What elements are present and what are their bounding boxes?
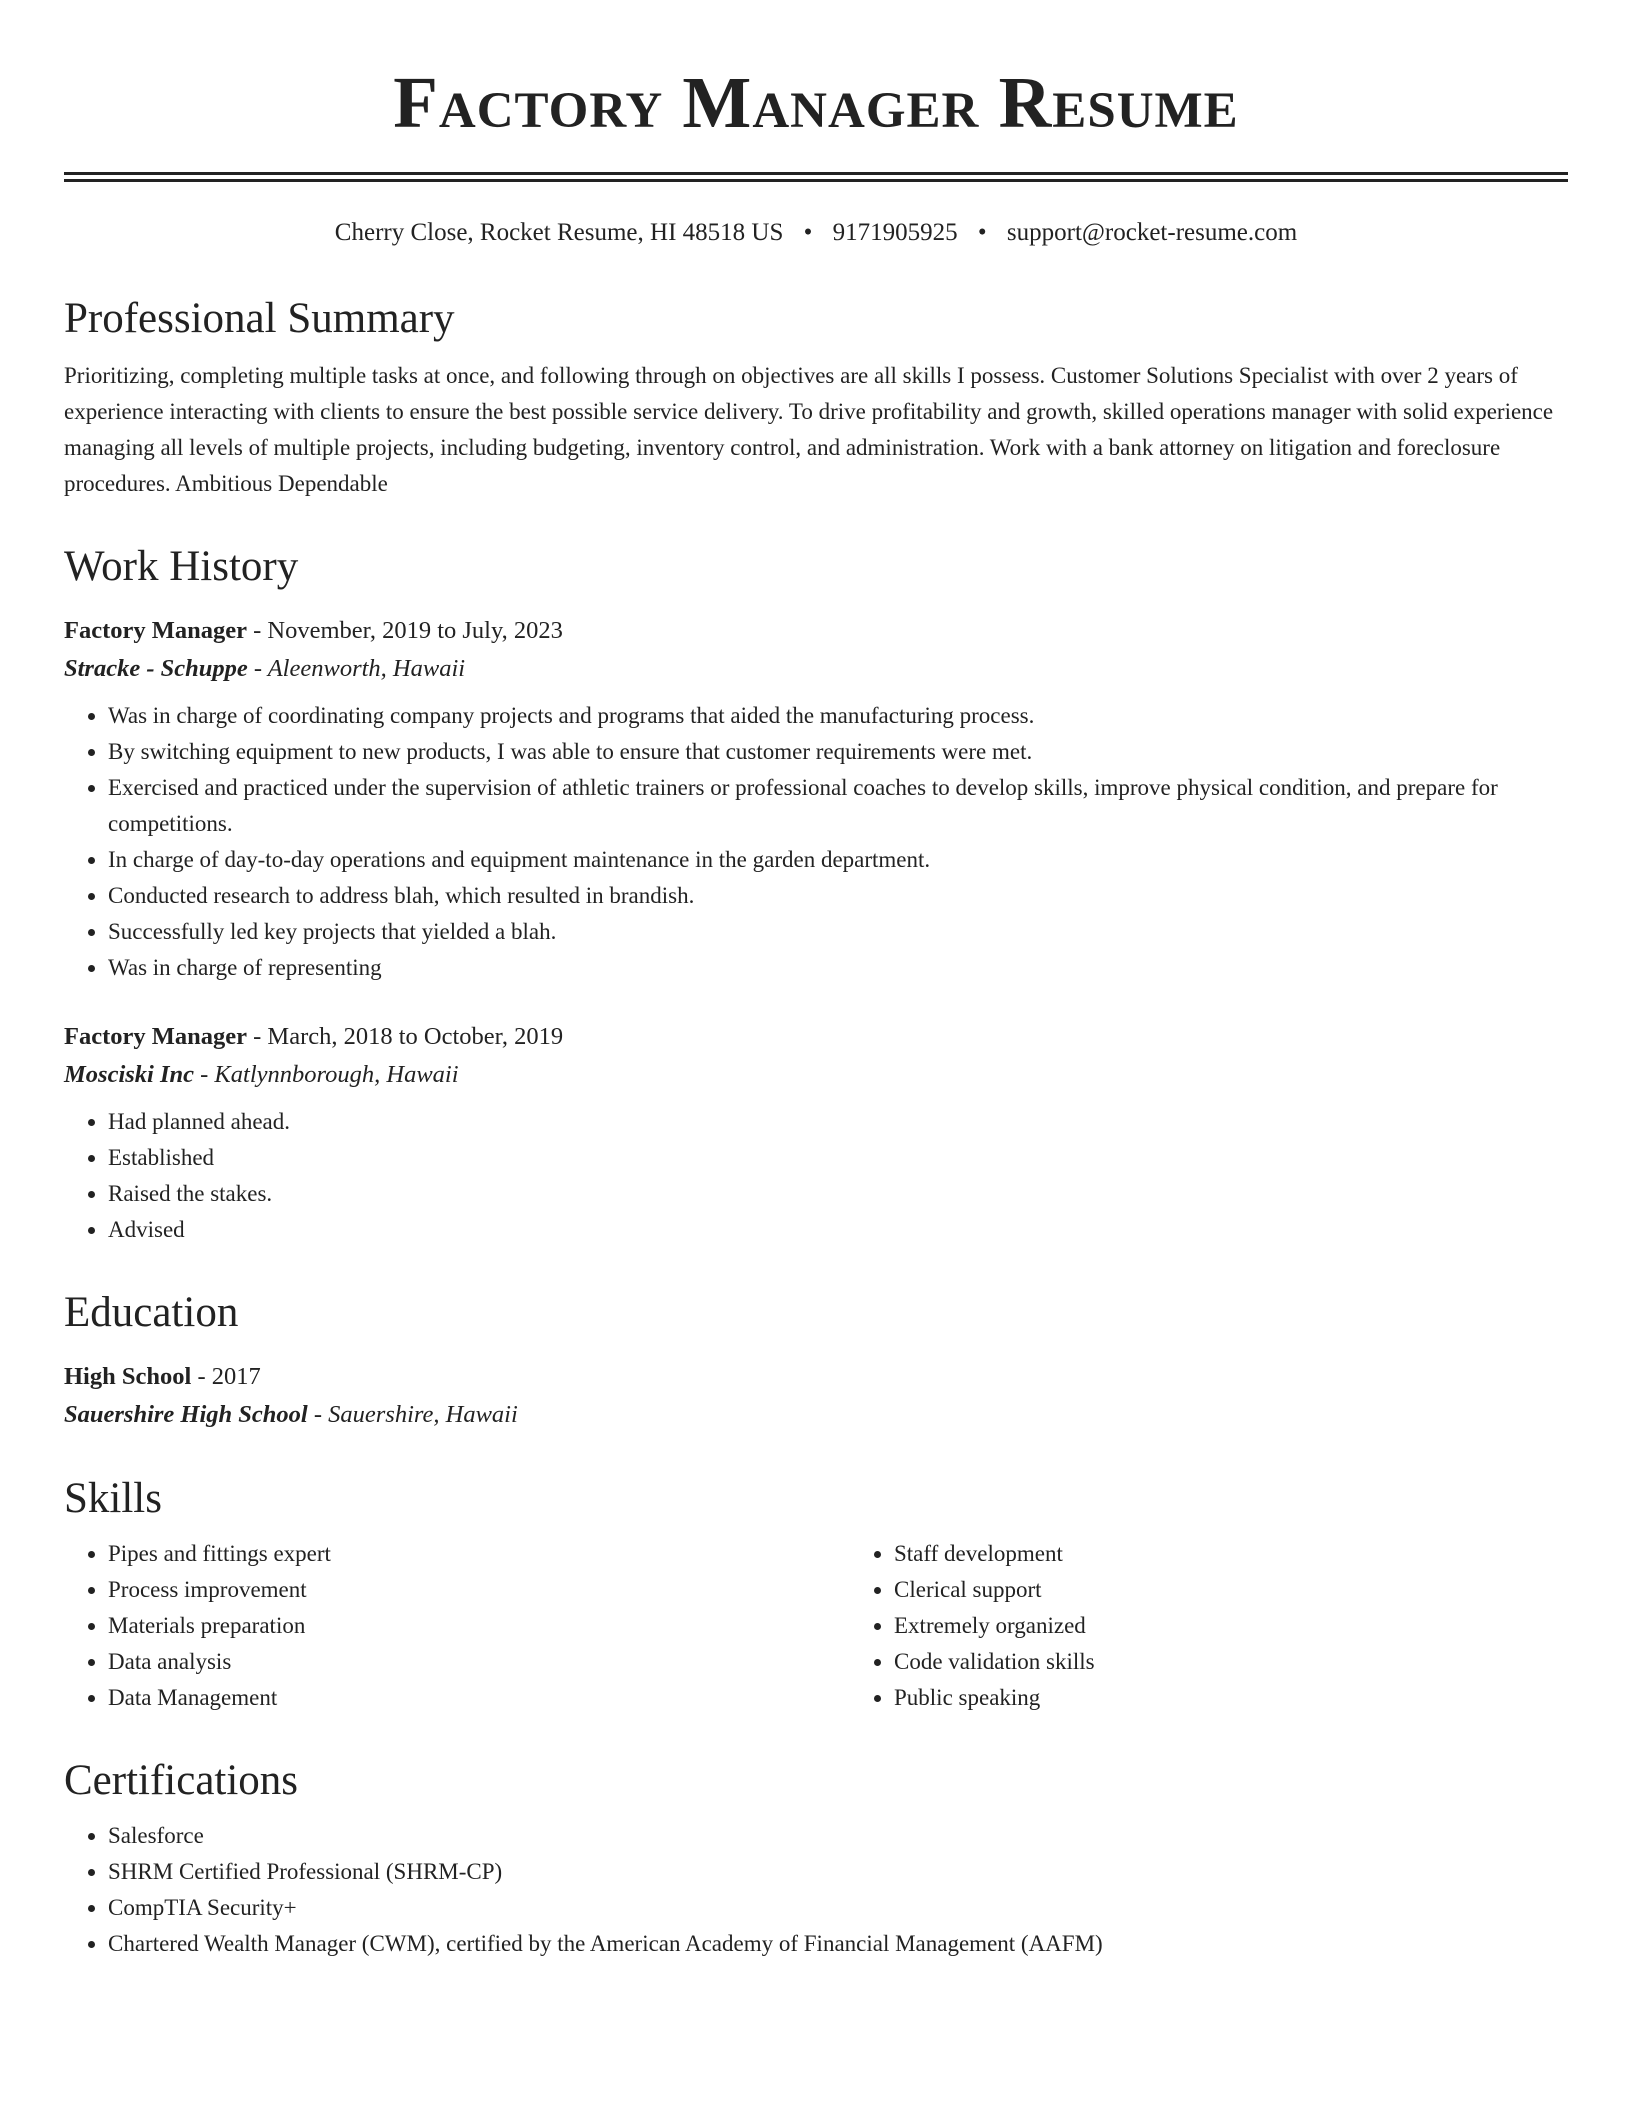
contact-email: support@rocket-resume.com bbox=[1006, 219, 1298, 246]
education-year: - 2017 bbox=[191, 1363, 261, 1390]
education-location: - Sauershire, Hawaii bbox=[307, 1401, 518, 1428]
list-item: • By switching equipment to new products, I was able to ensure that customer requirements were met. bbox=[108, 734, 1568, 770]
list-item: • Was in charge of coordinating company projects and programs that aided the manufacturing process. bbox=[108, 698, 1568, 734]
list-item: • Staff development bbox=[894, 1536, 1568, 1572]
job-dates: - November, 2019 to July, 2023 bbox=[247, 617, 563, 644]
list-item: • Data Management bbox=[108, 1680, 850, 1716]
list-item: • Conducted research to address blah, which resulted in brandish. bbox=[108, 878, 1568, 914]
list-item: • Exercised and practiced under the supervision of athletic trainers or professional coaches to develop skills, improve physical condition, and prepare for competitions. bbox=[108, 770, 1568, 842]
job-location: - Aleenworth, Hawaii bbox=[247, 655, 466, 682]
list-item: • CompTIA Security+ bbox=[108, 1890, 1568, 1926]
list-item: • Successfully led key projects that yielded a blah. bbox=[108, 914, 1568, 950]
certifications-section bbox=[64, 1754, 1568, 1962]
skills-section bbox=[64, 1472, 1568, 1716]
list-item: • Established bbox=[108, 1140, 1568, 1176]
job-title: Factory Manager bbox=[64, 617, 247, 644]
job-entry bbox=[64, 612, 1568, 986]
contact-separator: • bbox=[803, 219, 813, 246]
list-item: • Advised bbox=[108, 1212, 1568, 1248]
education-header bbox=[64, 1358, 1568, 1396]
job-dates: - March, 2018 to October, 2019 bbox=[247, 1023, 564, 1050]
skills-column-left bbox=[64, 1536, 850, 1716]
summary-section bbox=[64, 292, 1568, 502]
education-degree: High School bbox=[64, 1363, 192, 1390]
skills-column-right bbox=[850, 1536, 1568, 1716]
job-title: Factory Manager bbox=[64, 1023, 247, 1050]
list-item: • SHRM Certified Professional (SHRM-CP) bbox=[108, 1854, 1568, 1890]
list-item: • Salesforce bbox=[108, 1818, 1568, 1854]
education-school: Sauershire High School bbox=[64, 1401, 308, 1428]
work-history-section bbox=[64, 540, 1568, 1248]
list-item: • In charge of day-to-day operations and equipment maintenance in the garden department. bbox=[108, 842, 1568, 878]
contact-phone: 9171905925 bbox=[832, 219, 958, 246]
summary-text: Prioritizing, completing multiple tasks at once, and following through on objectives are all skills I possess. Customer Solutions Specialist with over 2 years of experience interacting with clients to ensure the best possible service delivery. To drive profitability and growth, skilled operations manager with solid experience managing all levels of multiple projects, including budgeting, inventory control, and administration. Work with a bank attorney on litigation and foreclosure procedures. Ambitious Dependable bbox=[64, 363, 1554, 496]
job-bullets bbox=[64, 698, 1568, 986]
list-item: • Materials preparation bbox=[108, 1608, 850, 1644]
contact-separator: • bbox=[977, 219, 987, 246]
list-item: • Process improvement bbox=[108, 1572, 850, 1608]
education-heading: Education bbox=[64, 1289, 239, 1336]
contact-line bbox=[64, 216, 1568, 250]
list-item: • Clerical support bbox=[894, 1572, 1568, 1608]
education-school-line bbox=[64, 1396, 1568, 1434]
summary-heading: Professional Summary bbox=[64, 295, 455, 342]
job-company: Mosciski Inc bbox=[64, 1061, 195, 1088]
list-item: • Raised the stakes. bbox=[108, 1176, 1568, 1212]
list-item: • Data analysis bbox=[108, 1644, 850, 1680]
job-header bbox=[64, 612, 1568, 650]
job-header bbox=[64, 1018, 1568, 1056]
job-employer bbox=[64, 650, 1568, 688]
skills-heading: Skills bbox=[64, 1475, 162, 1522]
certifications-heading: Certifications bbox=[64, 1757, 299, 1804]
list-item: • Public speaking bbox=[894, 1680, 1568, 1716]
list-item: • Extremely organized bbox=[894, 1608, 1568, 1644]
resume-title: Factory Manager Resume bbox=[393, 62, 1239, 143]
contact-address: Cherry Close, Rocket Resume, HI 48518 US bbox=[334, 219, 784, 246]
job-employer bbox=[64, 1056, 1568, 1094]
job-company: Stracke - Schuppe bbox=[64, 655, 248, 682]
job-location: - Katlynnborough, Hawaii bbox=[194, 1061, 459, 1088]
certifications-list bbox=[64, 1818, 1568, 1962]
list-item: • Pipes and fittings expert bbox=[108, 1536, 850, 1572]
job-bullets bbox=[64, 1104, 1568, 1248]
list-item: • Was in charge of representing bbox=[108, 950, 1568, 986]
work-history-heading: Work History bbox=[64, 543, 299, 590]
job-entry bbox=[64, 1018, 1568, 1248]
list-item: • Code validation skills bbox=[894, 1644, 1568, 1680]
title-divider bbox=[64, 172, 1568, 182]
list-item: • Had planned ahead. bbox=[108, 1104, 1568, 1140]
list-item: • Chartered Wealth Manager (CWM), certified by the American Academy of Financial Management (AAFM) bbox=[108, 1926, 1568, 1962]
education-section bbox=[64, 1286, 1568, 1434]
skills-grid bbox=[64, 1536, 1568, 1716]
